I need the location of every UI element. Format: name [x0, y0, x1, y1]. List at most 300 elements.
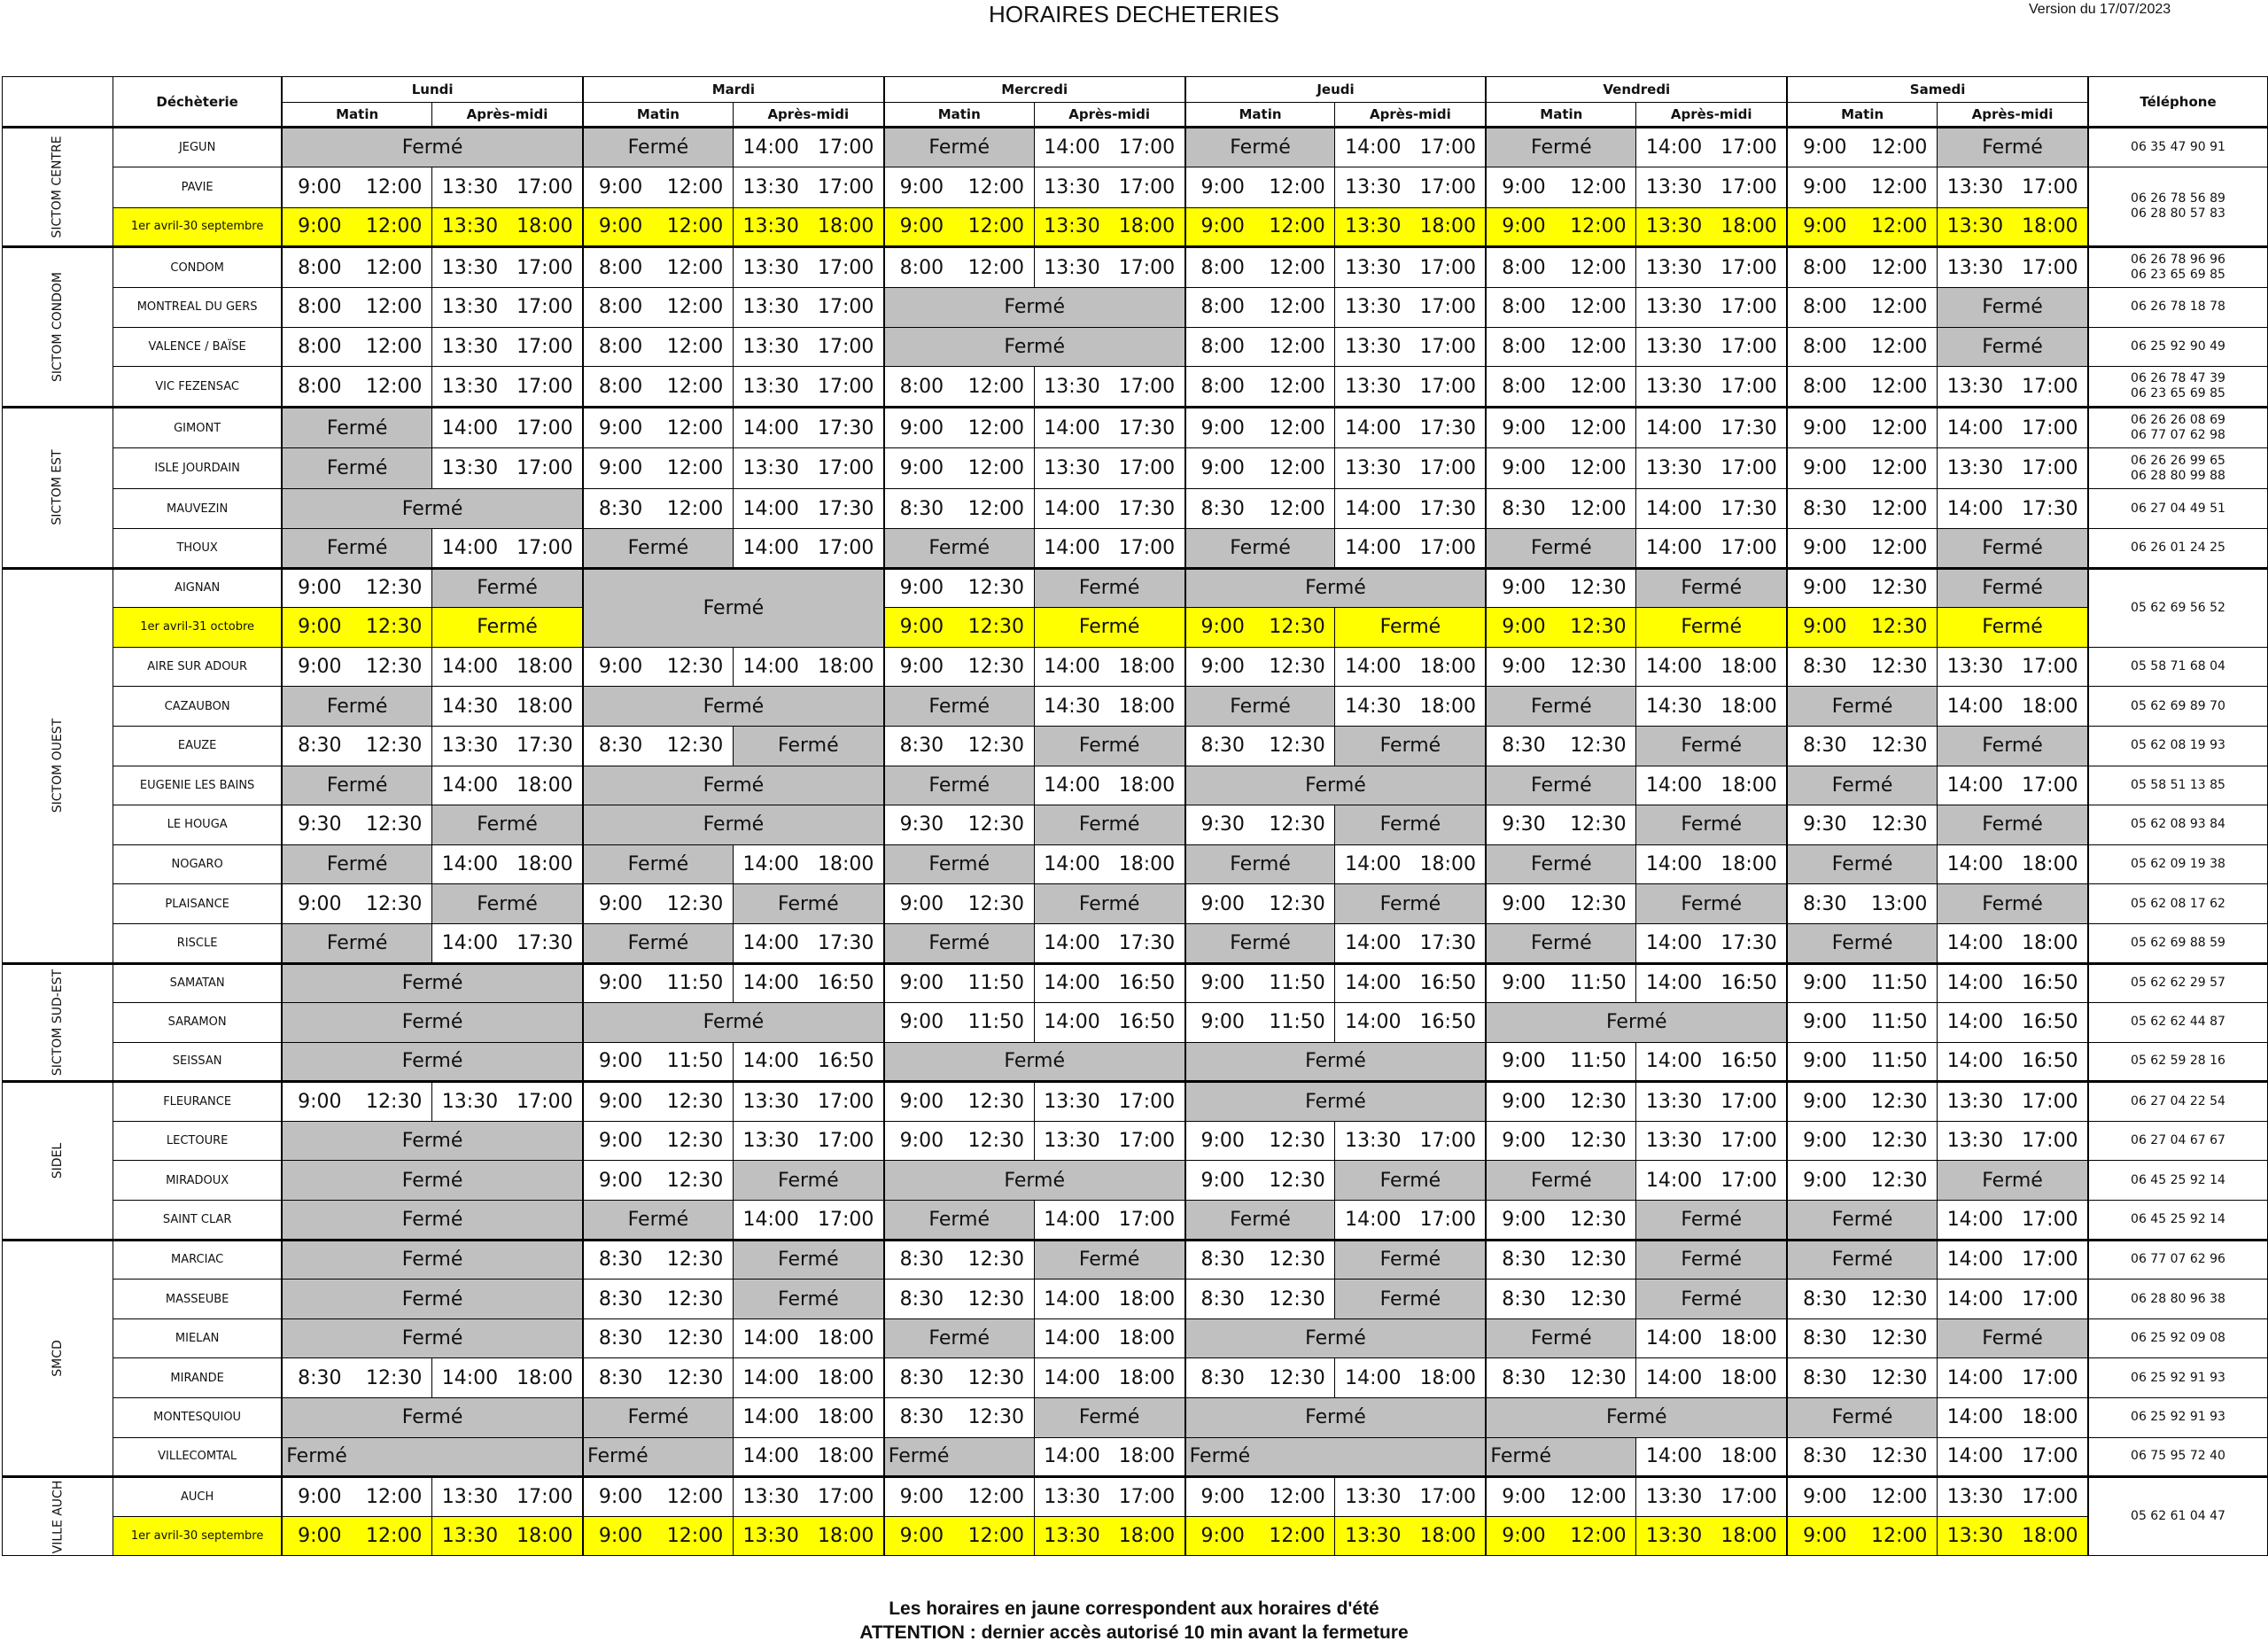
time-cell: 8:00	[1787, 288, 1861, 328]
site-name: AUCH	[113, 1477, 283, 1517]
closed-cell: Fermé	[884, 1437, 1034, 1477]
site-name: NOGARO	[113, 844, 283, 884]
time-cell: 17:00	[2013, 1121, 2088, 1161]
time-cell: 17:00	[1410, 128, 1486, 167]
site-name: MARCIAC	[113, 1240, 283, 1280]
time-cell: 9:30	[884, 805, 959, 845]
phone-header: Téléphone	[2088, 77, 2268, 128]
time-cell: 9:00	[1486, 448, 1560, 489]
phone-number: 06 26 78 18 78	[2131, 299, 2225, 315]
closed-cell: Fermé	[432, 884, 583, 924]
closed-cell: Fermé	[1486, 128, 1635, 167]
time-cell: 12:00	[959, 448, 1034, 489]
closed-cell: Fermé	[583, 128, 733, 167]
time-cell: 12:00	[657, 288, 733, 328]
time-cell: 13:30	[1938, 647, 2013, 687]
time-cell: 14:00	[1335, 923, 1410, 963]
phone-cell	[2088, 766, 2268, 805]
site-header: Déchèterie	[113, 77, 283, 128]
time-cell: 18:00	[2013, 844, 2088, 884]
closed-cell: Fermé	[1185, 766, 1487, 805]
time-cell: 17:00	[1410, 448, 1486, 489]
time-cell: 9:00	[884, 207, 959, 247]
time-cell: 13:30	[432, 247, 508, 288]
time-cell: 9:00	[1787, 167, 1861, 207]
site-name: LECTOURE	[113, 1121, 283, 1161]
time-cell: 12:00	[959, 1516, 1034, 1556]
closed-cell: Fermé	[282, 687, 431, 727]
time-cell: 14:00	[1335, 408, 1410, 448]
time-cell: 12:00	[1561, 489, 1636, 529]
time-cell: 12:00	[959, 207, 1034, 247]
time-cell: 17:00	[508, 367, 583, 408]
time-cell: 8:30	[282, 1358, 356, 1398]
time-cell: 12:00	[1861, 1477, 1937, 1517]
time-cell: 13:30	[432, 327, 508, 367]
time-cell: 8:30	[884, 489, 959, 529]
site-name: 1er avril-31 octobre	[113, 608, 283, 648]
closed-cell: Fermé	[1486, 1437, 1635, 1477]
closed-cell: Fermé	[1787, 687, 1937, 727]
closed-cell: Fermé	[1034, 805, 1184, 845]
time-cell: 14:00	[733, 1398, 808, 1438]
closed-cell: Fermé	[282, 128, 583, 167]
closed-cell: Fermé	[884, 766, 1034, 805]
time-cell: 12:00	[657, 367, 733, 408]
time-cell: 9:00	[1787, 1161, 1861, 1201]
time-cell: 13:30	[432, 1082, 508, 1122]
table-row	[3, 844, 2268, 884]
closed-cell: Fermé	[282, 448, 431, 489]
site-name: CAZAUBON	[113, 687, 283, 727]
phone-cell	[2088, 367, 2268, 408]
table-row	[3, 1318, 2268, 1358]
time-cell: 9:00	[583, 1516, 657, 1556]
time-cell: 18:00	[809, 1358, 884, 1398]
time-cell: 12:30	[1260, 1161, 1335, 1201]
closed-cell: Fermé	[1636, 568, 1787, 608]
time-cell: 12:30	[1561, 1280, 1636, 1319]
time-cell: 12:30	[356, 884, 431, 924]
time-cell: 8:30	[583, 1280, 657, 1319]
time-cell: 12:30	[1561, 1358, 1636, 1398]
time-cell: 17:00	[508, 288, 583, 328]
closed-cell: Fermé	[432, 608, 583, 648]
time-cell: 9:00	[1486, 1082, 1560, 1122]
time-cell: 12:30	[1561, 608, 1636, 648]
time-cell: 12:30	[1260, 647, 1335, 687]
time-cell: 17:00	[1410, 1201, 1486, 1241]
time-cell: 9:00	[583, 1082, 657, 1122]
table-row	[3, 1042, 2268, 1082]
phone-number: 06 27 04 67 67	[2131, 1133, 2225, 1148]
time-cell: 17:00	[2013, 448, 2088, 489]
time-cell: 16:50	[2013, 1003, 2088, 1043]
time-cell: 12:00	[356, 1516, 431, 1556]
time-cell: 11:50	[1260, 1003, 1335, 1043]
closed-cell: Fermé	[282, 844, 431, 884]
phone-cell	[2088, 1082, 2268, 1122]
time-cell: 13:30	[1938, 448, 2013, 489]
phone-cell	[2088, 1003, 2268, 1043]
time-cell: 17:00	[1410, 1121, 1486, 1161]
closed-cell: Fermé	[282, 1240, 583, 1280]
site-name: THOUX	[113, 528, 283, 568]
table-row	[3, 1358, 2268, 1398]
closed-cell: Fermé	[733, 884, 883, 924]
phone-cell	[2088, 1121, 2268, 1161]
time-cell: 17:00	[809, 128, 884, 167]
phone-cell	[2088, 1042, 2268, 1082]
time-cell: 17:00	[809, 327, 884, 367]
time-cell: 9:00	[1787, 1003, 1861, 1043]
closed-cell: Fermé	[1185, 923, 1335, 963]
time-cell: 9:00	[1486, 408, 1560, 448]
group-label-text: SMCD	[50, 1340, 66, 1377]
site-name: SEISSAN	[113, 1042, 283, 1082]
site-name: 1er avril-30 septembre	[113, 1516, 283, 1556]
time-cell: 13:30	[1034, 1121, 1109, 1161]
table-row	[3, 1477, 2268, 1517]
closed-cell: Fermé	[1636, 726, 1787, 766]
group-label	[3, 408, 113, 568]
time-cell: 12:00	[1861, 327, 1937, 367]
site-name: MIELAN	[113, 1318, 283, 1358]
closed-cell: Fermé	[282, 1003, 583, 1043]
phone-cell	[2088, 128, 2268, 167]
time-cell: 18:00	[1712, 687, 1787, 727]
phone-number: 05 62 61 04 47	[2131, 1509, 2225, 1524]
time-cell: 18:00	[1109, 1437, 1184, 1477]
closed-cell: Fermé	[1938, 327, 2088, 367]
time-cell: 9:00	[1486, 608, 1560, 648]
time-cell: 8:00	[884, 247, 959, 288]
closed-cell: Fermé	[1034, 1240, 1184, 1280]
closed-cell: Fermé	[1787, 1201, 1937, 1241]
phone-number: 06 28 80 99 88	[2131, 468, 2225, 483]
time-cell: 8:30	[1185, 1280, 1260, 1319]
time-cell: 11:50	[1861, 963, 1937, 1003]
closed-cell: Fermé	[1335, 726, 1486, 766]
time-cell: 12:30	[1561, 1121, 1636, 1161]
group-label	[3, 1477, 113, 1556]
time-cell: 17:30	[809, 923, 884, 963]
time-cell: 17:00	[1712, 288, 1787, 328]
time-cell: 18:00	[809, 207, 884, 247]
time-cell: 11:50	[657, 963, 733, 1003]
time-cell: 17:00	[508, 167, 583, 207]
time-cell: 12:00	[1260, 247, 1335, 288]
time-cell: 13:30	[1938, 1477, 2013, 1517]
closed-cell: Fermé	[1787, 1240, 1937, 1280]
time-cell: 17:00	[2013, 247, 2088, 288]
closed-cell: Fermé	[1938, 288, 2088, 328]
phone-cell	[2088, 1201, 2268, 1241]
time-cell: 18:00	[1712, 1358, 1787, 1398]
time-cell: 12:30	[1861, 1082, 1937, 1122]
time-cell: 8:00	[282, 288, 356, 328]
closed-cell: Fermé	[1636, 884, 1787, 924]
time-cell: 18:00	[1712, 207, 1787, 247]
time-cell: 14:00	[1034, 923, 1109, 963]
table-row	[3, 766, 2268, 805]
phone-number: 06 23 65 69 85	[2131, 386, 2225, 401]
site-name: AIRE SUR ADOUR	[113, 647, 283, 687]
phone-number: 06 75 95 72 40	[2131, 1449, 2225, 1464]
time-cell: 17:30	[1712, 489, 1787, 529]
time-cell: 12:00	[1861, 528, 1937, 568]
time-cell: 18:00	[1109, 1280, 1184, 1319]
time-cell: 12:30	[356, 1358, 431, 1398]
afternoon-header: Après-midi	[1938, 103, 2088, 128]
closed-cell: Fermé	[1938, 528, 2088, 568]
time-cell: 14:00	[1034, 1318, 1109, 1358]
phone-number: 06 77 07 62 96	[2131, 1252, 2225, 1267]
site-name: 1er avril-30 septembre	[113, 207, 283, 247]
time-cell: 17:00	[1712, 247, 1787, 288]
time-cell: 17:00	[1109, 1121, 1184, 1161]
time-cell: 9:00	[1486, 647, 1560, 687]
time-cell: 14:00	[1335, 528, 1410, 568]
time-cell: 17:00	[508, 408, 583, 448]
phone-number: 05 62 62 44 87	[2131, 1015, 2225, 1030]
time-cell: 13:30	[1636, 1121, 1712, 1161]
time-cell: 18:00	[508, 844, 583, 884]
time-cell: 12:30	[1861, 1121, 1937, 1161]
afternoon-header: Après-midi	[733, 103, 883, 128]
time-cell: 14:00	[1034, 766, 1109, 805]
time-cell: 17:00	[2013, 1477, 2088, 1517]
time-cell: 9:00	[1185, 1161, 1260, 1201]
phone-number: 05 62 08 19 93	[2131, 738, 2225, 753]
table-row	[3, 128, 2268, 167]
time-cell: 8:00	[583, 367, 657, 408]
phone-number: 06 26 78 96 96	[2131, 253, 2225, 268]
time-cell: 12:30	[1260, 884, 1335, 924]
time-cell: 9:00	[1486, 1477, 1560, 1517]
time-cell: 18:00	[809, 1437, 884, 1477]
phone-cell	[2088, 1161, 2268, 1201]
site-name: SAMATAN	[113, 963, 283, 1003]
time-cell: 17:00	[1712, 1082, 1787, 1122]
closed-cell: Fermé	[1486, 923, 1635, 963]
time-cell: 12:00	[1260, 1477, 1335, 1517]
time-cell: 13:30	[432, 288, 508, 328]
time-cell: 12:00	[356, 207, 431, 247]
time-cell: 9:00	[1185, 963, 1260, 1003]
time-cell: 11:50	[657, 1042, 733, 1082]
time-cell: 12:00	[657, 327, 733, 367]
time-cell: 18:00	[1712, 1318, 1787, 1358]
time-cell: 12:30	[1561, 726, 1636, 766]
time-cell: 8:00	[583, 288, 657, 328]
closed-cell: Fermé	[1034, 608, 1184, 648]
time-cell: 11:50	[1260, 963, 1335, 1003]
site-name: VALENCE / BAÏSE	[113, 327, 283, 367]
time-cell: 13:30	[733, 288, 808, 328]
phone-cell	[2088, 1477, 2268, 1556]
time-cell: 18:00	[1109, 1516, 1184, 1556]
closed-cell: Fermé	[733, 726, 883, 766]
time-cell: 12:30	[1561, 1240, 1636, 1280]
time-cell: 16:50	[1410, 963, 1486, 1003]
time-cell: 18:00	[508, 687, 583, 727]
time-cell: 13:30	[1034, 167, 1109, 207]
time-cell: 17:00	[2013, 408, 2088, 448]
time-cell: 8:00	[1787, 367, 1861, 408]
time-cell: 13:30	[1938, 167, 2013, 207]
time-cell: 8:30	[1486, 1358, 1560, 1398]
time-cell: 12:30	[657, 1121, 733, 1161]
closed-cell: Fermé	[1185, 128, 1335, 167]
time-cell: 9:30	[1787, 805, 1861, 845]
time-cell: 17:00	[1109, 367, 1184, 408]
time-cell: 9:00	[1185, 408, 1260, 448]
day-header-vendredi: Vendredi	[1486, 77, 1787, 103]
time-cell: 14:00	[1636, 528, 1712, 568]
phone-number: 06 28 80 96 38	[2131, 1291, 2225, 1306]
time-cell: 8:30	[1787, 726, 1861, 766]
table-row	[3, 1437, 2268, 1477]
time-cell: 13:30	[1335, 247, 1410, 288]
time-cell: 18:00	[2013, 923, 2088, 963]
time-cell: 12:30	[657, 1240, 733, 1280]
table-row	[3, 408, 2268, 448]
closed-cell: Fermé	[1185, 528, 1335, 568]
time-cell: 14:00	[1034, 1437, 1109, 1477]
time-cell: 12:00	[1260, 288, 1335, 328]
afternoon-header: Après-midi	[1335, 103, 1486, 128]
time-cell: 14:00	[1636, 844, 1712, 884]
table-row	[3, 1082, 2268, 1122]
time-cell: 12:30	[1561, 1201, 1636, 1241]
phone-number: 05 62 08 93 84	[2131, 817, 2225, 832]
phone-number: 05 62 69 88 59	[2131, 935, 2225, 950]
time-cell: 9:00	[583, 1161, 657, 1201]
time-cell: 9:00	[1185, 207, 1260, 247]
phone-number: 06 26 78 47 39	[2131, 371, 2225, 386]
site-name: MAUVEZIN	[113, 489, 283, 529]
time-cell: 14:30	[432, 687, 508, 727]
time-cell: 9:00	[1185, 1121, 1260, 1161]
time-cell: 9:00	[1787, 448, 1861, 489]
time-cell: 14:30	[1636, 687, 1712, 727]
time-cell: 8:30	[1787, 1280, 1861, 1319]
time-cell: 16:50	[1109, 1003, 1184, 1043]
afternoon-header: Après-midi	[432, 103, 583, 128]
closed-cell: Fermé	[1185, 687, 1335, 727]
time-cell: 8:00	[1185, 288, 1260, 328]
time-cell: 14:00	[733, 528, 808, 568]
time-cell: 13:30	[1636, 448, 1712, 489]
day-header-lundi: Lundi	[282, 77, 583, 103]
time-cell: 18:00	[809, 1516, 884, 1556]
phone-number: 05 62 69 56 52	[2131, 600, 2225, 615]
time-cell: 13:30	[1335, 1121, 1410, 1161]
time-cell: 8:00	[1486, 288, 1560, 328]
closed-cell: Fermé	[583, 1398, 733, 1438]
group-label	[3, 128, 113, 247]
time-cell: 14:00	[1636, 1042, 1712, 1082]
closed-cell: Fermé	[1335, 1240, 1486, 1280]
closed-cell: Fermé	[1335, 608, 1486, 648]
time-cell: 12:00	[1260, 448, 1335, 489]
site-name: JEGUN	[113, 128, 283, 167]
time-cell: 12:30	[356, 1082, 431, 1122]
time-cell: 9:00	[1185, 608, 1260, 648]
closed-cell: Fermé	[1787, 1398, 1937, 1438]
phone-cell	[2088, 247, 2268, 288]
closed-cell: Fermé	[884, 923, 1034, 963]
closed-cell: Fermé	[282, 963, 583, 1003]
time-cell: 8:30	[1486, 1280, 1560, 1319]
time-cell: 12:00	[1861, 288, 1937, 328]
phone-cell	[2088, 489, 2268, 529]
time-cell: 17:00	[1712, 327, 1787, 367]
closed-cell: Fermé	[282, 489, 583, 529]
closed-cell: Fermé	[1938, 805, 2088, 845]
time-cell: 12:30	[1561, 1082, 1636, 1122]
time-cell: 18:00	[1410, 687, 1486, 727]
phone-number: 05 62 08 17 62	[2131, 896, 2225, 911]
time-cell: 14:00	[432, 1358, 508, 1398]
time-cell: 13:30	[1938, 207, 2013, 247]
closed-cell: Fermé	[583, 1201, 733, 1241]
time-cell: 18:00	[1712, 844, 1787, 884]
time-cell: 13:30	[1636, 288, 1712, 328]
time-cell: 8:00	[282, 247, 356, 288]
time-cell: 17:00	[1109, 448, 1184, 489]
time-cell: 9:00	[1486, 167, 1560, 207]
group-label	[3, 247, 113, 408]
time-cell: 14:00	[1636, 647, 1712, 687]
phone-cell	[2088, 923, 2268, 963]
closed-cell: Fermé	[282, 766, 431, 805]
phone-number: 05 62 59 28 16	[2131, 1054, 2225, 1069]
time-cell: 14:00	[1335, 1358, 1410, 1398]
time-cell: 14:00	[1335, 489, 1410, 529]
time-cell: 17:30	[1410, 408, 1486, 448]
time-cell: 12:30	[1260, 1240, 1335, 1280]
closed-cell: Fermé	[1335, 1161, 1486, 1201]
group-label-text: SICTOM EST	[50, 449, 66, 526]
time-cell: 12:30	[959, 726, 1034, 766]
time-cell: 13:30	[733, 167, 808, 207]
phone-number: 06 27 04 22 54	[2131, 1094, 2225, 1109]
time-cell: 13:30	[432, 726, 508, 766]
closed-cell: Fermé	[884, 1201, 1034, 1241]
closed-cell: Fermé	[282, 1398, 583, 1438]
site-name: PLAISANCE	[113, 884, 283, 924]
time-cell: 13:30	[432, 207, 508, 247]
time-cell: 18:00	[508, 1358, 583, 1398]
phone-number: 06 26 26 99 65	[2131, 453, 2225, 468]
closed-cell: Fermé	[583, 766, 884, 805]
table-row	[3, 1516, 2268, 1556]
time-cell: 12:00	[356, 247, 431, 288]
page-title: HORAIRES DECHETERIES	[989, 1, 1279, 27]
closed-cell: Fermé	[1486, 528, 1635, 568]
time-cell: 12:30	[1561, 647, 1636, 687]
time-cell: 16:50	[809, 1042, 884, 1082]
time-cell: 17:00	[1712, 528, 1787, 568]
time-cell: 17:00	[1109, 1082, 1184, 1122]
closed-cell: Fermé	[1486, 1398, 1787, 1438]
time-cell: 8:00	[1185, 367, 1260, 408]
time-cell: 12:30	[1260, 1358, 1335, 1398]
time-cell: 17:00	[809, 1477, 884, 1517]
time-cell: 12:30	[959, 608, 1034, 648]
